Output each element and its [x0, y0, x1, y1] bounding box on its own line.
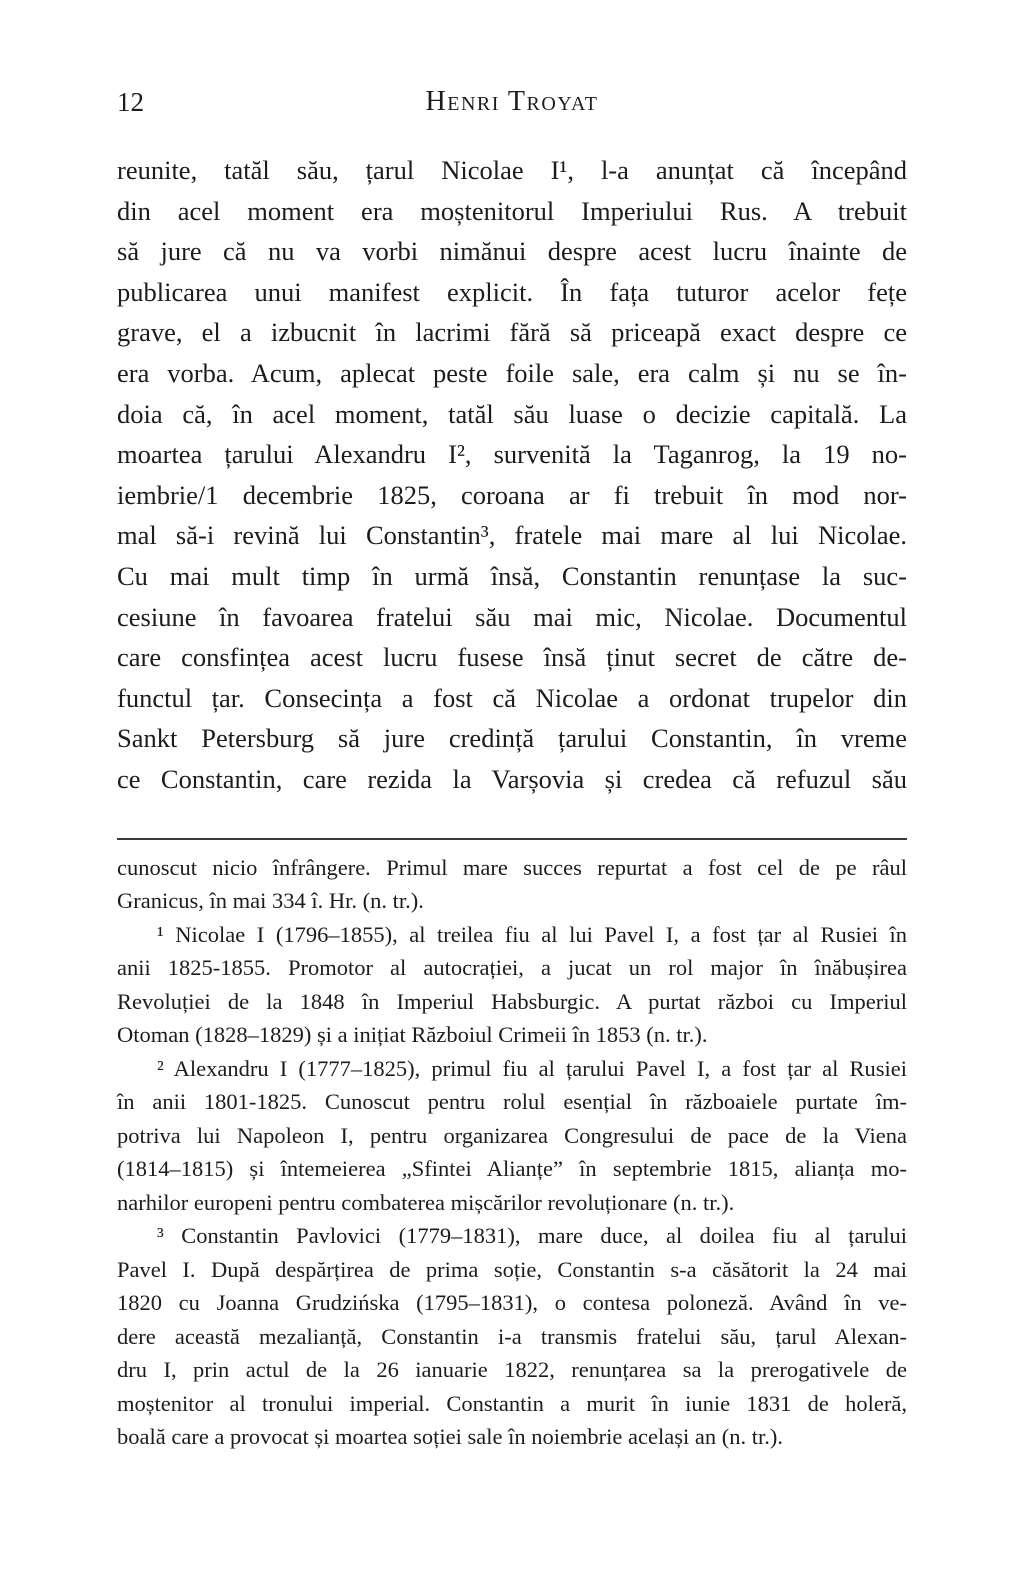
footnote-line: dere această mezalianță, Constantin i-a transmis fratelui său, țarul Alexan-: [117, 1323, 907, 1349]
footnote-line: Pavel I. După despărțirea de prima soție, Constantin s-a căsătorit la 24 mai: [117, 1256, 907, 1282]
footnote-line: potriva lui Napoleon I, pentru organizarea Congresului de pace de la Viena: [117, 1122, 907, 1148]
footnote-line: anii 1825-1855. Promotor al autocrației, a jucat un rol major în înăbușirea: [117, 955, 907, 980]
footnote-line: Revoluției de la 1848 în Imperiul Habsburgic. A purtat război cu Imperiul: [117, 988, 907, 1014]
footnote-line: dru I, prin actul de la 26 ianuarie 1822, renunțarea sa la prerogativele de: [117, 1357, 907, 1382]
footnote-line: (1814–1815) și întemeierea „Sfintei Alianțe” în septembrie 1815, alianța mo-: [117, 1156, 907, 1181]
footnote-line: narhilor europeni pentru combaterea mișcărilor revoluționare (n. tr.).: [117, 1189, 735, 1215]
running-head: Henri Troyat: [425, 86, 599, 117]
footnote-line: cunoscut nicio înfrângere. Primul mare succes repurtat a fost cel de pe râul: [117, 854, 907, 880]
footnote-line-note-1: ¹ Nicolae I (1796–1855), al treilea fiu al lui Pavel I, a fost țar al Rusiei în: [157, 921, 907, 947]
body-text-line: ce Constantin, care rezida la Varșovia și credea că refuzul său: [117, 763, 907, 794]
body-text-line: să jure că nu va vorbi nimănui despre acest lucru înainte de: [117, 236, 907, 267]
body-text-line: din acel moment era moștenitorul Imperiului Rus. A trebuit: [117, 195, 907, 226]
body-text-line: Cu mai mult timp în urmă însă, Constantin renunțase la suc-: [117, 560, 907, 591]
body-text-line: era vorba. Acum, aplecat peste foile sale, era calm și nu se în-: [117, 357, 907, 388]
page-number: 12: [117, 87, 144, 117]
body-text-line: functul țar. Consecința a fost că Nicolae a ordonat trupelor din: [117, 682, 907, 713]
footnote-line: în anii 1801-1825. Cunoscut pentru rolul esențial în războaiele purtate îm-: [117, 1089, 907, 1114]
body-text-line: care consfințea acest lucru fusese însă ținut secret de către de-: [117, 642, 907, 673]
footnote-line: Granicus, în mai 334 î. Hr. (n. tr.).: [117, 888, 424, 913]
footnote-line: moștenitor al tronului imperial. Constantin a murit în iunie 1831 de holeră,: [117, 1390, 907, 1416]
body-text-line: Sankt Petersburg să jure credință țarului Constantin, în vreme: [117, 723, 907, 754]
body-text-line: cesiune în favoarea fratelui său mai mic, Nicolae. Documentul: [117, 601, 907, 632]
footnote-line: Otoman (1828–1829) și a inițiat Războiul Crimeii în 1853 (n. tr.).: [117, 1022, 708, 1047]
body-text: [117, 150, 907, 800]
footnote-divider: [117, 838, 907, 840]
body-text-line: publicarea unui manifest explicit. În fața tuturor acelor fețe: [117, 276, 907, 307]
body-text-line: doia că, în acel moment, tatăl său luase o decizie capitală. La: [117, 398, 907, 429]
footnotes-section: [117, 851, 907, 1454]
footnote-line-note-2: ² Alexandru I (1777–1825), primul fiu al țarului Pavel I, a fost țar al Rusiei: [157, 1055, 907, 1081]
body-text-line: grave, el a izbucnit în lacrimi fără să priceapă exact despre ce: [117, 317, 907, 348]
body-text-line: reunite, tatăl său, țarul Nicolae I¹, l-a anunțat că începând: [117, 155, 907, 185]
body-text-line: mal să-i revină lui Constantin³, fratele mai mare al lui Nicolae.: [117, 520, 907, 551]
page-header: [117, 86, 907, 118]
body-text-line: moartea țarului Alexandru I², survenită la Taganrog, la 19 no-: [117, 439, 907, 470]
footnote-line: 1820 cu Joanna Grudzińska (1795–1831), o contesa poloneză. Având în ve-: [117, 1290, 907, 1315]
footnote-line-note-3: ³ Constantin Pavlovici (1779–1831), mare duce, al doilea fiu al țarului: [157, 1223, 907, 1248]
footnote-line: boală care a provocat și moartea soției sale în noiembrie același an (n. tr.).: [117, 1424, 783, 1449]
body-text-line: iembrie/1 decembrie 1825, coroana ar fi trebuit în mod nor-: [117, 479, 907, 510]
